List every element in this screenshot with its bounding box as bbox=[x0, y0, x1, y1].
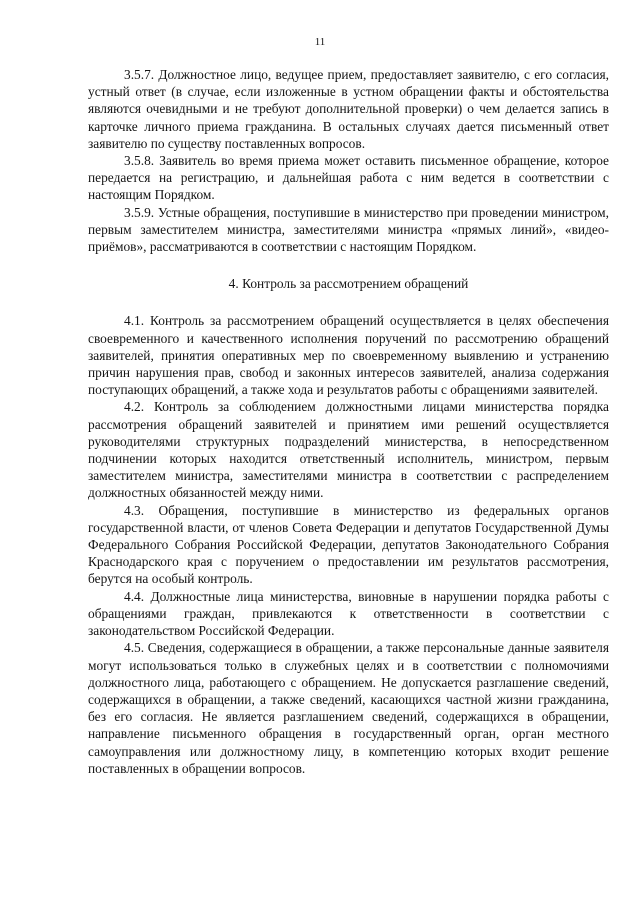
paragraph-3-5-7: 3.5.7. Должностное лицо, ведущее прием, предоставляет заявителю, с его согласия, устный ответ (в случае, если изложенные в устном обращении факты и обстоятельства являются очевидными и не требуют дополнительной проверки) о чем делается запись в карточке личного приема гражданина. В остальных случаях дается письменный ответ заявителю по существу поставленных вопросов. bbox=[88, 67, 609, 151]
paragraph-4-4: 4.4. Должностные лица министерства, виновные в нарушении порядка работы с обращениями граждан, привлекаются к ответственности в соответствии с законодательством Российской Федерации. bbox=[88, 588, 609, 639]
paragraph-4-3: 4.3. Обращения, поступившие в министерство из федеральных органов государственной власти, от членов Совета Федерации и депутатов Государственной Думы Федерального Собрания Российской Федерации, депутатов Законодательного Собрания Краснодарского края с поручением о предоставлении им результатов рассмотрения, берутся на особый контроль. bbox=[88, 502, 609, 587]
paragraph-3-5-8: 3.5.8. Заявитель во время приема может оставить письменное обращение, которое передается на регистрацию, и дальнейшая работа с ним ведется в соответствии с настоящим Порядком. bbox=[88, 153, 609, 203]
paragraph-4-5: 4.5. Сведения, содержащиеся в обращении, а также персональные данные заявителя могут использоваться только в служебных целях и в соответствии с полномочиями должностного лица, работающего с обращением. Не допускается разглашение сведений, содержащихся в обращении, а также сведений, касающихся частной жизни гражданина, без его согласия. Не является разглашением сведений, содержащихся в обращении, направление письменного обращения в государственный орган, орган местного самоуправления или должностному лицу, в компетенцию которых входит решение поставленных в обращении вопросов. bbox=[88, 640, 609, 776]
spacer bbox=[88, 255, 609, 275]
paragraph-4-2: 4.2. Контроль за соблюдением должностными лицами министерства порядка рассмотрения обращений заявителей и принятием ими решений осуществляется руководителями структурных подразделений министерства, в непосредственном подчинении которых находится ответственный исполнитель, министром, первым заместителем министра, заместителями министра в соответствии с распределением должностных обязанностей между ними. bbox=[88, 399, 609, 501]
page-number: 11 bbox=[314, 36, 326, 48]
page-body bbox=[88, 66, 609, 777]
spacer bbox=[88, 292, 609, 312]
section-heading: 4. Контроль за рассмотрением обращений bbox=[228, 276, 469, 292]
paragraph-3-5-9: 3.5.9. Устные обращения, поступившие в министерство при проведении министром, первым заместителем министра, заместителями министра «прямых линий», «видео-приёмов», рассматриваются в соответствии с настоящим Порядком. bbox=[88, 204, 609, 255]
paragraph-4-1: 4.1. Контроль за рассмотрением обращений осуществляется в целях обеспечения своевременного и качественного исполнения поручений по рассмотрению обращений заявителей, принятия оперативных мер по своевременному выявлению и устранению причин нарушения прав, свобод и законных интересов заявителей, анализа содержания поступающих обращений, а также хода и результатов работы с обращениями заявителей. bbox=[88, 313, 609, 398]
